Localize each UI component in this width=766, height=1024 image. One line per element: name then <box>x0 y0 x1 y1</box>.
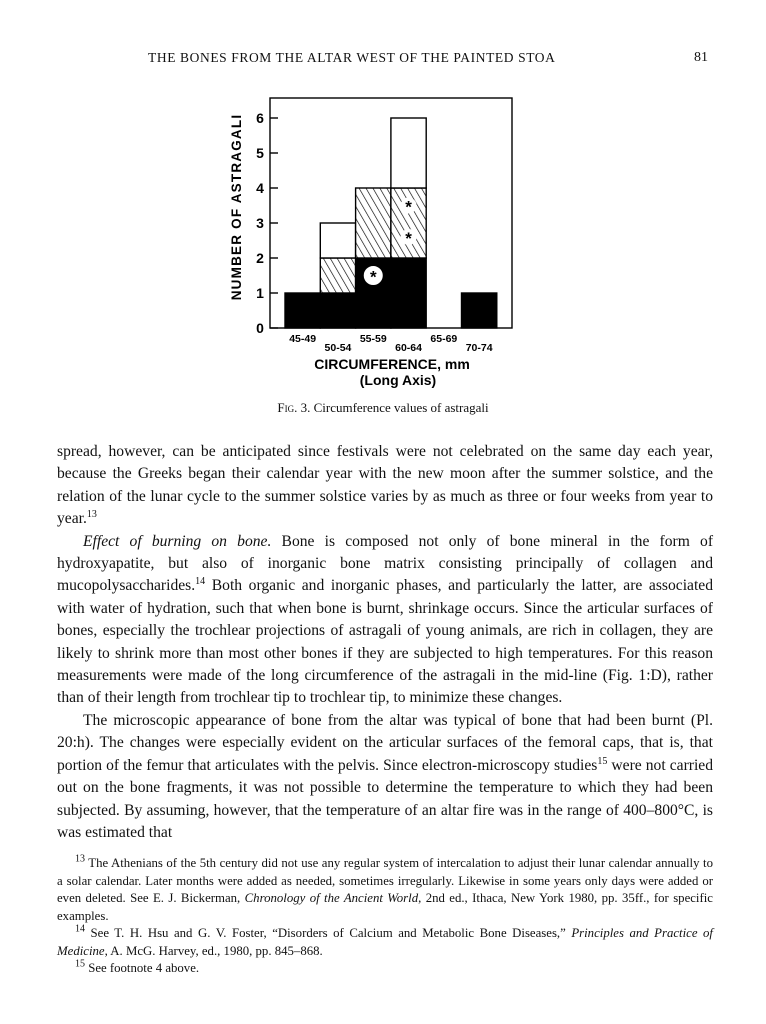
x-tick-label: 55-59 <box>359 333 387 345</box>
y-tick-label: 6 <box>256 110 264 126</box>
y-tick-label: 2 <box>256 250 264 266</box>
page-number: 81 <box>694 50 708 65</box>
y-tick-label: 0 <box>256 320 264 336</box>
footnote-ref-13: 13 <box>86 509 97 521</box>
asterisk-marker: * <box>405 197 412 217</box>
x-tick-label: 45-49 <box>289 333 317 345</box>
astragali-histogram <box>220 92 520 392</box>
y-tick-label: 5 <box>256 145 264 161</box>
figure-caption-label: Fig. 3. <box>277 400 311 415</box>
y-tick-label: 1 <box>256 285 264 301</box>
bar-open-50-54 <box>320 223 355 258</box>
footnote-ref-15: 15 <box>597 755 608 767</box>
bar-solid-45-49 <box>285 293 320 328</box>
footnote-14: $^{14}$ See T. H. Hsu and G. V. Foster, “Disorders of Calcium and Metabolic Bone Diseases,” Principles and Practice of Medicine, A. McG. Harvey, ed., 1980, pp. 845–868. <box>57 923 713 958</box>
running-head: THE BONES FROM THE ALTAR WEST OF THE PAINTED STOA <box>148 50 556 65</box>
footnote-13: $^{13}$ The Athenians of the 5th century did not use any regular system of intercalation to adjust their lunar calendar annually to a solar calendar. Later months were added as needed, sometimes irregularly. Likewise in some years only days were added or even deleted. See E. J. Bickerman, Chronology of the Ancient World, 2nd ed., Ithaca, New York 1980, pp. 35ff., for specific examples. <box>57 853 713 923</box>
section-heading: Effect of burning on bone. <box>83 532 272 550</box>
asterisk-marker: * <box>405 229 412 248</box>
footnotes <box>57 855 713 978</box>
x-tick-label: 60-64 <box>395 342 422 354</box>
bar-solid-70-74 <box>462 293 497 328</box>
bar-solid-50-54 <box>320 293 355 328</box>
bar-open-60-64 <box>391 118 426 188</box>
y-tick-label: 4 <box>256 180 264 196</box>
paragraph-2: Effect of burning on bone. Bone is composed not only of bone mineral in the form of hydroxyapatite, but also of inorganic bone matrix consisting principally of collagen and mucopolysaccharides.$^{14}$ Both organic and inorganic phases, and particularly the latter, are associated with water of hydration, such that when bone is burnt, shrinkage occurs. Since the articular surfaces of bones, especially the trochlear projections of astragali of young animals, are rich in collagen, they are likely to shrink more than most other bones if they are subjected to high temperatures. For this reason measurements were made of the long circumference of the astragali in the mid-line (Fig. 1:D), rather than of their length from trochlear tip to trochlear tip, to minimize these changes. <box>57 532 714 707</box>
y-tick-label: 3 <box>256 215 264 231</box>
bar-hatched-55-59 <box>356 188 391 258</box>
bar-hatched-50-54 <box>320 258 355 293</box>
footnote-ref-14: 14 <box>195 576 206 588</box>
x-tick-label: 65-69 <box>430 333 458 345</box>
body-text <box>57 441 713 844</box>
y-axis-label: NUMBER OF ASTRAGALI <box>229 113 244 301</box>
footnote-15: $^{15}$ See footnote 4 above. <box>75 958 200 975</box>
figure-caption-text: Circumference values of astragali <box>313 400 489 415</box>
paragraph-3: The microscopic appearance of bone from the altar was typical of bone that had been burnt (Pl. 20:h). The changes were especially evident on the articular surfaces of the femoral caps, that is, that portion of the femur that articulates with the pelvis. Since electron-microscopy studies$^{15}$ were not carried out on the bone fragments, it was not possible to determine the temperature to which they had been subjected. By assuming, however, that the temperature of an altar fire was in the range of 400–800°C, is was estimated that <box>57 711 714 841</box>
x-axis-sublabel: (Long Axis) <box>359 372 437 388</box>
x-tick-label: 50-54 <box>324 342 352 354</box>
asterisk-marker: * <box>369 267 377 287</box>
figure-caption <box>0 400 766 416</box>
bar-solid-60-64 <box>391 258 426 328</box>
paragraph-1: spread, however, can be anticipated since festivals were not celebrated on the same day each year, because the Greeks began their calendar year with the new moon after the summer solstice, and the relation of the lunar cycle to the summer solstice varies by as much as three or four weeks from year to year.$^{13}$ <box>57 443 713 528</box>
x-tick-label: 70-74 <box>465 342 493 354</box>
x-axis-label: CIRCUMFERENCE, mm <box>314 356 470 372</box>
